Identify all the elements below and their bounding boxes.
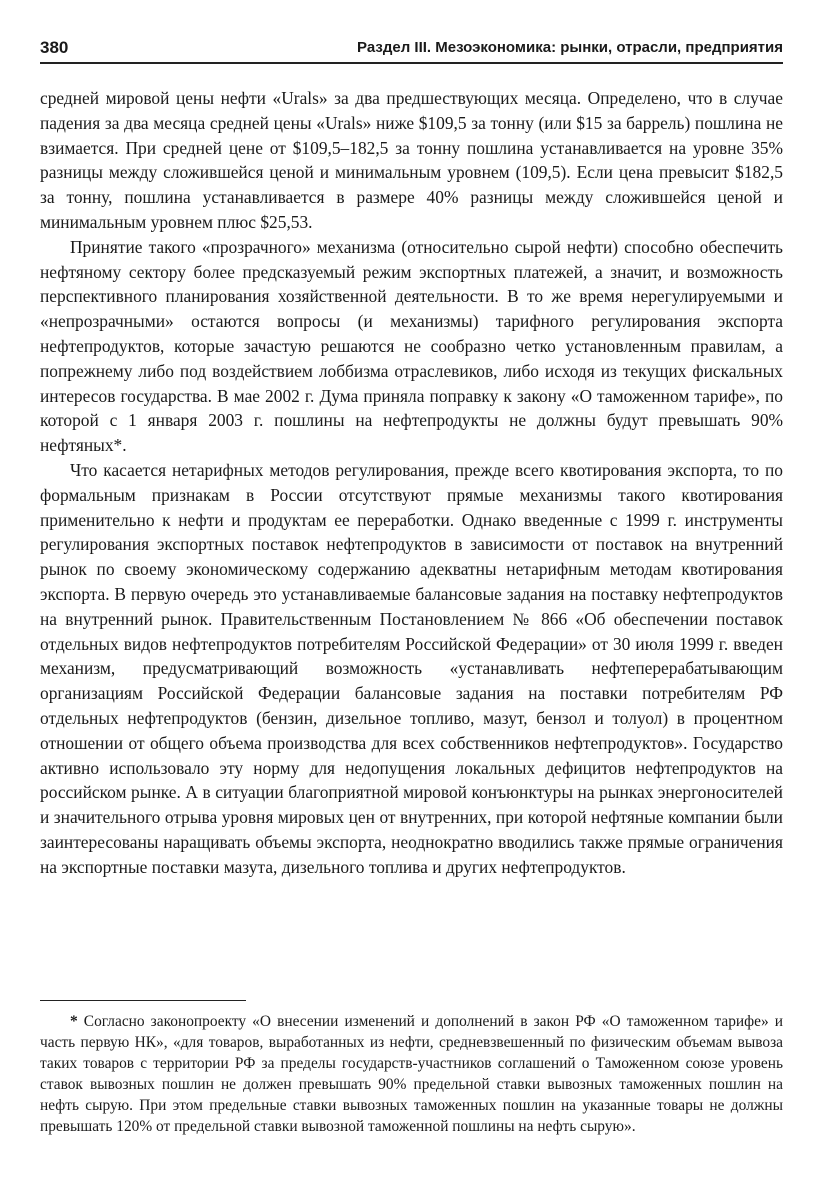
footnote-text: Согласно законопроекту «О внесении изменений и дополнений в закон РФ «О таможенном тарифе» и часть первую НК», «для товаров, выработанных из нефти, средневзвешенный по физическим объемам вывоза таких товаров с территории РФ за пределы государств-участников соглашений о Таможенном союзе уровень ставок вывозных пошлин не должен превышать 90% предельной ставки вывозных таможенных пошлин на нефть сырую. При этом предельные ставки вывозных таможенных пошлин на указанные товары не должны превышать 120% от предельной ставки вывозной таможенной пошлины на нефть сырую». [40, 1013, 783, 1135]
paragraph-transparent-mechanism: Принятие такого «прозрачного» механизма (относительно сырой нефти) способно обеспечить нефтяному сектору более предсказуемый режим экспортных платежей, а значит, и возможность перспективного планирования хозяйственной деятельности. В то же время нерегулируемыми и «непрозрачными» остаются вопросы (и механизмы) тарифного регулирования экспорта нефтепродуктов, которые зачастую решаются не сообразно четко установленным правилам, а попрежнему либо под воздействием лоббизма отраслевиков, либо исходя из текущих фискальных интересов государства. В мае 2002 г. Дума приняла поправку к закону «О таможенном тарифе», по которой с 1 января 2003 г. пошлины на нефтепродукты не должны будут превышать 90% нефтяных*. [40, 236, 783, 456]
paragraph-continued: средней мировой цены нефти «Urals» за два предшествующих месяца. Определено, что в случае падения за два месяца средней цены «Urals» ниже $109,5 за тонну (или $15 за баррель) пошлина не взимается. При средней цене от $109,5–182,5 за тонну пошлина устанавливается на уровне 35% разницы между сложившейся ценой и минимальным уровнем (109,5). Если цена превысит $182,5 за тонну, пошлина устанавливается в размере 40% разницы между сложившейся ценой и минимальным уровнем плюс $25,53. [40, 88, 783, 232]
page-number: 380 [40, 38, 69, 57]
paragraph-nontariff-methods: Что касается нетарифных методов регулирования, прежде всего квотирования экспорта, то по формальным признакам в России отсутствуют прямые механизмы такого квотирования применительно к нефти и продуктам ее переработки. Однако введенные с 1999 г. инструменты регулирования экспортных поставок нефтепродуктов в зависимости от поставок на внутренний рынок по своему экономическому содержанию адекватны нетарифным методам квотирования экспорта. В первую очередь это устанавливаемые балансовые задания на поставку нефтепродуктов на внутренний рынок. Правительственным Постановлением № 866 «Об обеспечении поставок отдельных видов нефтепродуктов потребителям Российской Федерации» от 30 июля 1999 г. введен механизм, предусматривающий возможность «устанавливать нефтеперерабатывающим организациям Российской Федерации балансовые задания на поставки потребителям РФ отдельных нефтепродуктов (бензин, дизельное топливо, мазут, бензол и толуол) в процентном отношении от общего объема производства для всех собственников нефтепродуктов». Государство активно использовало эту норму для недопущения локальных дефицитов нефтепродуктов на российском рынке. А в ситуации благоприятной мировой конъюнктуры на рынках энергоносителей и значительного отрыва уровня мировых цен от внутренних, при которой нефтяные компании были заинтересованы наращивать объемы экспорта, неоднократно вводились также прямые ограничения на экспортные поставки мазута, дизельного топлива и других нефтепродуктов. [40, 459, 783, 877]
page-header [40, 36, 783, 64]
running-head: Раздел III. Мезоэкономика: рынки, отрасли, предприятия [357, 39, 783, 56]
footnote-divider [40, 1000, 246, 1001]
footnote-marker: * [70, 1013, 78, 1030]
footnote [40, 1011, 783, 1137]
body-text [40, 86, 783, 880]
